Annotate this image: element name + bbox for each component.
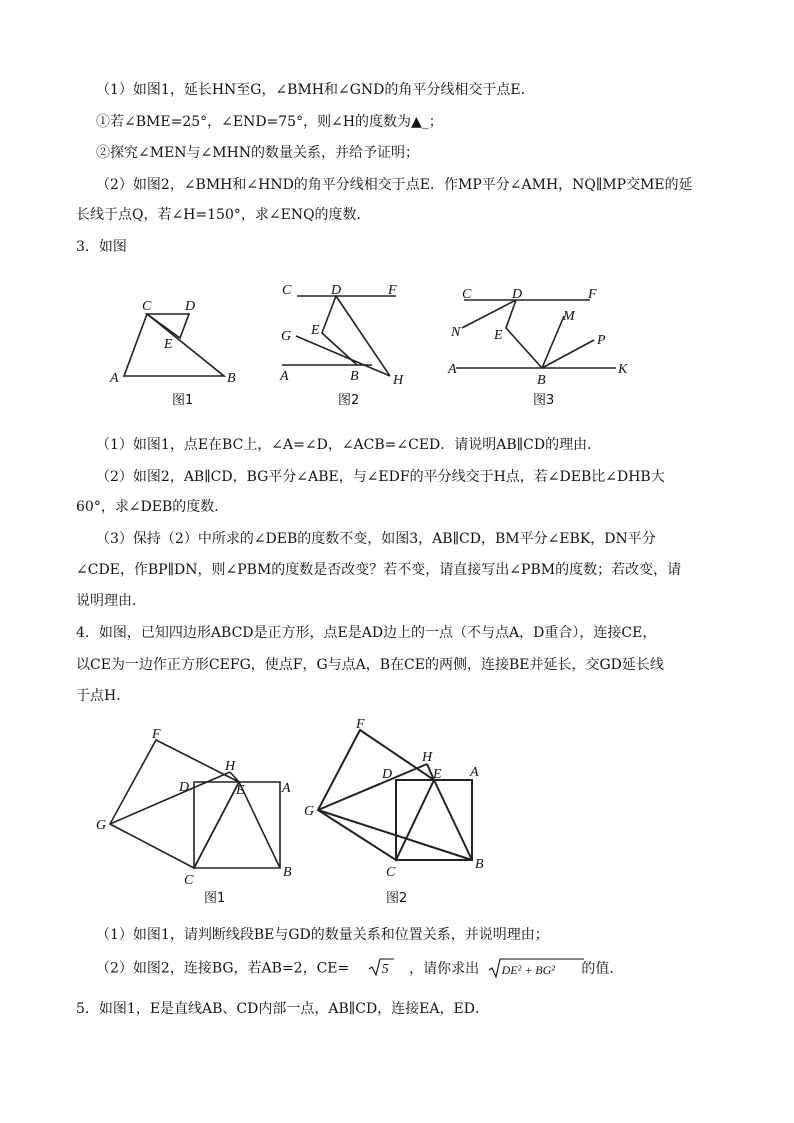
sqrt-expression-value: DE² + BG² — [501, 963, 555, 977]
label-C: C — [142, 299, 152, 314]
q2-sub2-text: ②探究∠MEN与∠MHN的数量关系，并给予证明； — [96, 145, 420, 161]
q4-heading: 4．如图，已知四边形ABCD是正方形，点E是AD边上的一点（不与点A，D重合），连接CE， — [76, 625, 657, 641]
label-F: F — [588, 287, 597, 302]
label-B: B — [227, 371, 236, 386]
q2-part1-text: （1）如图1，延长HN至G，∠BMH和∠GND的角平分线相交于点E． — [96, 82, 535, 98]
label-C: C — [462, 287, 472, 302]
label-A: A — [110, 371, 119, 386]
q4-part2-end: 的值． — [581, 960, 624, 977]
segment-be — [239, 782, 280, 868]
segment-ce — [194, 782, 239, 868]
q4-part2-start: （2）如图2，连接BG，若AB=2，CE= — [96, 960, 350, 977]
label-B: B — [475, 857, 484, 872]
q3-part3-cont1: ∠CDE，作BP∥DN，则∠PBM的度数是否改变？若不变，请直接写出∠PBM的度数；若改变，请 — [76, 562, 682, 578]
q3-part2-cont: 60°，求∠DEB的度数． — [76, 499, 229, 515]
q4-part2-mid: ，请你求出 — [409, 960, 480, 977]
label-E: E — [494, 328, 503, 343]
label-B: B — [537, 373, 546, 388]
label-D: D — [185, 299, 196, 314]
label-D: D — [382, 767, 393, 782]
label-N: N — [451, 325, 461, 340]
label-H: H — [422, 750, 433, 765]
label-A: A — [282, 781, 291, 796]
segment-be — [434, 780, 472, 860]
sqrt-5 — [368, 957, 401, 980]
caption-fig2: 图2 — [386, 891, 408, 906]
label-D: D — [512, 287, 523, 302]
q4-text-cont1: 以CE为一边作正方形CEFG，使点F，G与点A，B在CE的两侧，连接BE并延长，交GD延长线 — [76, 657, 664, 673]
label-A: A — [470, 765, 479, 780]
q4-part2-text — [96, 957, 623, 981]
q2-sub1-text: ①若∠BME=25°，∠END=75°，则∠H的度数为▲_； — [96, 114, 443, 130]
label-G: G — [96, 818, 107, 833]
q3-part2-text: （2）如图2，AB∥CD，BG平分∠ABE，与∠EDF的平分线交于H点，若∠DEB比∠DHB大 — [96, 469, 665, 485]
q4-figure1 — [96, 727, 292, 906]
triangle-acb — [124, 314, 224, 376]
segment-gh — [110, 772, 230, 824]
label-F: F — [152, 727, 161, 742]
caption-fig3: 图3 — [533, 393, 555, 408]
label-D: D — [331, 283, 342, 298]
square-cefg — [318, 730, 434, 860]
q4-figure2 — [304, 717, 484, 906]
label-F: F — [356, 717, 365, 732]
q3-figures — [100, 276, 660, 416]
q2-part2-text: （2）如图2，∠BMH和∠HND的角平分线相交于点E．作MP平分∠AMH，NQ∥MP交ME的延 — [96, 177, 693, 193]
label-K: K — [618, 362, 628, 377]
square-cefg — [110, 740, 239, 868]
polyline-deb — [506, 300, 542, 368]
q4-part1-text: （1）如图1，请判断线段BE与GD的数量关系和位置关系，并说明理由； — [96, 927, 549, 943]
q4-figures — [90, 714, 510, 912]
label-F: F — [388, 283, 397, 298]
sqrt-5-value: 5 — [381, 962, 389, 977]
line-bp — [542, 340, 594, 368]
label-P: P — [597, 333, 606, 348]
triangle-cde — [147, 314, 189, 338]
label-G: G — [304, 804, 315, 819]
label-E: E — [433, 767, 442, 782]
caption-fig2: 图2 — [338, 393, 360, 408]
label-H: H — [393, 373, 404, 388]
label-C: C — [184, 873, 194, 888]
label-A: A — [280, 369, 289, 384]
caption-fig1: 图1 — [204, 891, 226, 906]
q3-heading: 3．如图 — [76, 239, 127, 255]
sqrt-sign-icon — [368, 957, 394, 977]
q3-part1-text: （1）如图1，点E在BC上，∠A=∠D，∠ACB=∠CED．请说明AB∥CD的理由． — [96, 437, 602, 453]
label-D: D — [179, 780, 190, 795]
label-B: B — [283, 865, 292, 880]
q5-heading: 5．如图1，E是直线AB、CD内部一点，AB∥CD，连接EA，ED． — [76, 1001, 489, 1017]
label-H: H — [225, 759, 236, 774]
label-G: G — [281, 329, 292, 344]
q2-part2-cont: 长线于点Q，若∠H=150°，求∠ENQ的度数． — [76, 207, 371, 223]
label-C: C — [282, 283, 292, 298]
label-E: E — [164, 337, 173, 352]
label-E: E — [236, 783, 245, 798]
label-C: C — [386, 865, 396, 880]
label-B: B — [350, 369, 359, 384]
q3-figure3 — [447, 287, 628, 408]
line-bm — [542, 316, 564, 368]
q3-figure2 — [279, 283, 404, 408]
label-E: E — [311, 323, 320, 338]
segment-gh — [318, 764, 427, 810]
q3-part3-text: （3）保持（2）中所求的∠DEB的度数不变，如图3，AB∥CD，BM平分∠EBK，DN平分 — [96, 531, 656, 547]
label-A: A — [448, 362, 457, 377]
q4-text-cont2: 于点H． — [76, 688, 131, 704]
label-M: M — [563, 309, 575, 324]
q3-figure1 — [109, 299, 236, 408]
q3-part3-cont2: 说明理由． — [76, 593, 146, 609]
caption-fig1: 图1 — [172, 393, 194, 408]
